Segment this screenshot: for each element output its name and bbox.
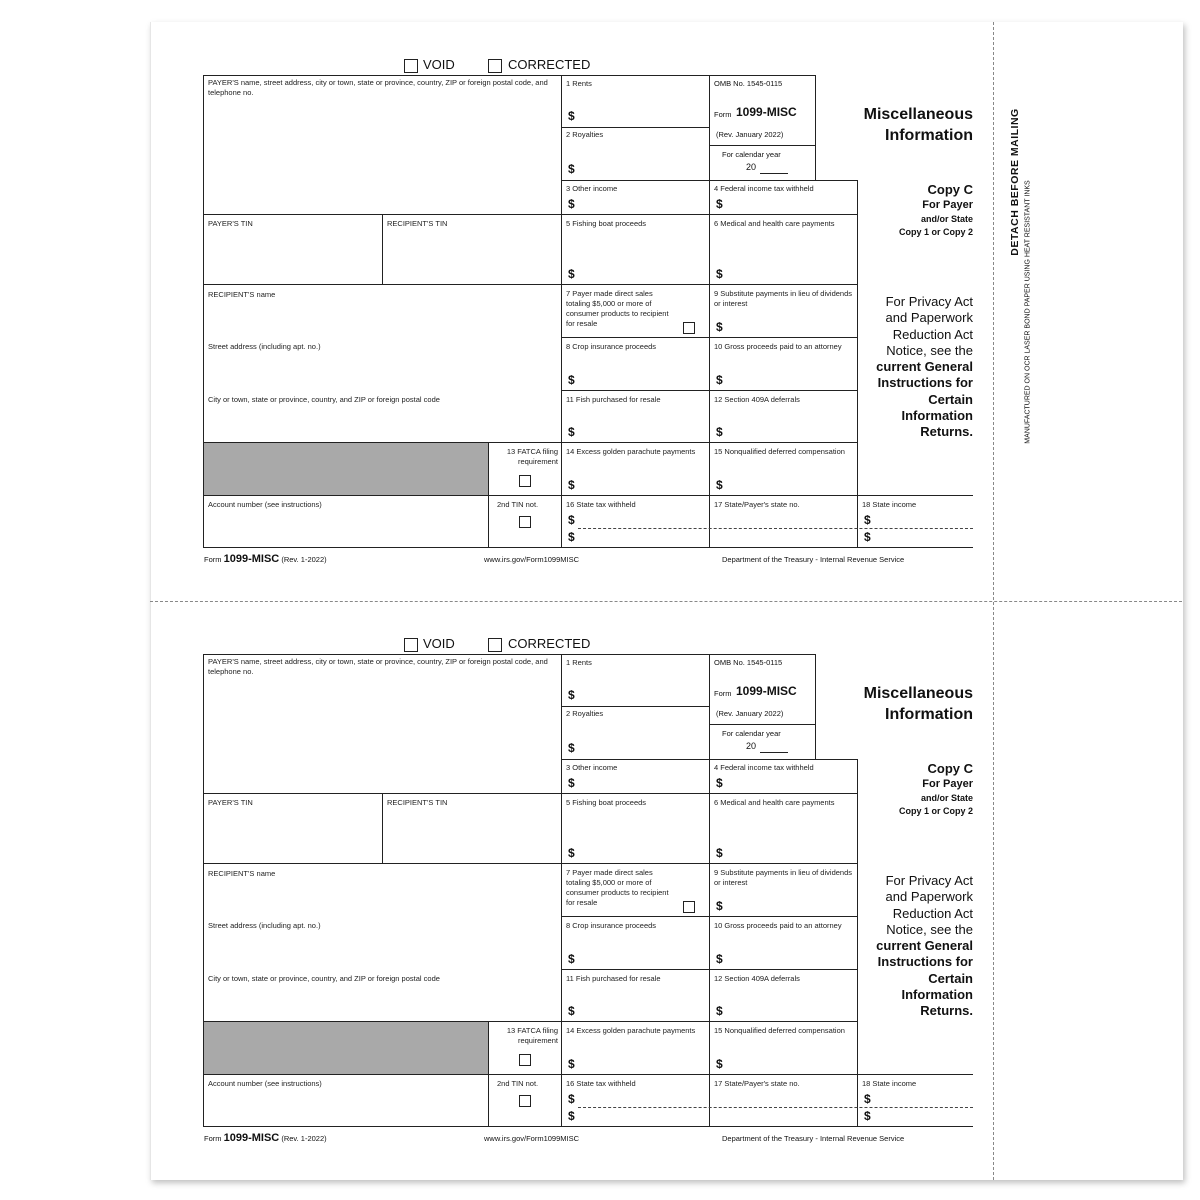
privacy-line: Certain <box>928 391 973 407</box>
rule <box>203 1126 973 1127</box>
fatca-checkbox[interactable] <box>519 475 531 487</box>
title-line1: Miscellaneous <box>863 106 973 123</box>
rule <box>815 75 816 181</box>
rule <box>561 390 857 391</box>
dollar-sign: $ <box>716 776 723 790</box>
year-prefix: 20 <box>746 741 757 751</box>
footer-form-number: 1099-MISC <box>223 1132 280 1144</box>
footer-form-number: 1099-MISC <box>223 553 280 565</box>
recipient-tin-label: RECIPIENT'S TIN <box>387 798 448 807</box>
dollar-sign: $ <box>568 688 575 702</box>
box11-label: 11 Fish purchased for resale <box>566 395 661 404</box>
dollar-sign: $ <box>716 197 723 211</box>
dollar-sign: $ <box>716 478 723 492</box>
dollar-sign: $ <box>716 952 723 966</box>
year-blank <box>760 173 788 174</box>
box10-label: 10 Gross proceeds paid to an attorney <box>714 342 842 351</box>
box7-label: 7 Payer made direct sales totaling $5,000 or more of consumer products to recipient for resale <box>566 868 669 907</box>
dollar-sign: $ <box>716 846 723 860</box>
rule <box>382 214 383 284</box>
fatca-checkbox[interactable] <box>519 1054 531 1066</box>
box5-label: 5 Fishing boat proceeds <box>566 798 647 807</box>
dollar-sign: $ <box>568 109 575 123</box>
copy-name: Copy C <box>927 182 973 197</box>
box8-label: 8 Crop insurance proceeds <box>566 342 657 351</box>
city-label: City or town, state or province, country, and ZIP or foreign postal code <box>208 974 440 983</box>
privacy-line: and Paperwork <box>885 889 973 905</box>
dollar-sign: $ <box>568 162 575 176</box>
dollar-sign: $ <box>568 952 575 966</box>
rule <box>561 759 857 760</box>
rule <box>709 724 815 725</box>
dollar-sign: $ <box>568 1057 575 1071</box>
manufactured-label: MANUFACTURED ON OCR LASER BOND PAPER USING HEAT RESISTANT INKS <box>1024 180 1032 444</box>
box4-label: 4 Federal income tax withheld <box>714 763 814 772</box>
second-tin-label: 2nd TIN not. <box>497 500 539 509</box>
omb-number: OMB No. 1545-0115 <box>714 79 783 88</box>
box6-label: 6 Medical and health care payments <box>714 798 835 807</box>
dollar-sign: $ <box>568 530 575 544</box>
box14-label: 14 Excess golden parachute payments <box>566 1026 696 1035</box>
box9-label: 9 Substitute payments in lieu of dividends or interest <box>714 289 852 308</box>
street-address-label: Street address (including apt. no.) <box>208 921 321 930</box>
payer-name-label: PAYER'S name, street address, city or town, state or province, country, ZIP or foreign postal code, and telephone no. <box>208 78 548 97</box>
copy-for-payer: For Payer <box>922 778 973 790</box>
box5-label: 5 Fishing boat proceeds <box>566 219 647 228</box>
rule <box>203 793 857 794</box>
dollar-sign: $ <box>716 373 723 387</box>
box13-label: 13 FATCA filing requirement <box>506 447 558 466</box>
payer-name-label: PAYER'S name, street address, city or town, state or province, country, ZIP or foreign postal code, and telephone no. <box>208 657 548 676</box>
rule <box>203 284 857 285</box>
dollar-sign: $ <box>568 197 575 211</box>
box12-label: 12 Section 409A deferrals <box>714 974 800 983</box>
title-line2: Information <box>885 706 973 723</box>
box13-label: 13 FATCA filing requirement <box>506 1026 558 1045</box>
box17-label: 17 State/Payer's state no. <box>714 500 800 509</box>
box15-label: 15 Nonqualified deferred compensation <box>714 1026 845 1035</box>
box7-checkbox[interactable] <box>683 901 695 913</box>
detach-label: DETACH BEFORE MAILING <box>1009 108 1021 256</box>
copy-name: Copy C <box>927 761 973 776</box>
copy-1-or-2: Copy 1 or Copy 2 <box>898 806 973 816</box>
footer-form <box>204 1132 327 1144</box>
rule <box>561 75 562 547</box>
corrected-checkbox[interactable] <box>488 638 502 652</box>
box3-label: 3 Other income <box>566 763 618 772</box>
form-number: 1099-MISC <box>736 684 797 698</box>
footer-department: Department of the Treasury - Internal Revenue Service <box>722 1134 905 1143</box>
copy-and-state: and/or State <box>920 793 973 803</box>
box7-checkbox[interactable] <box>683 322 695 334</box>
footer-form <box>204 553 327 565</box>
rule <box>561 654 562 1126</box>
box4-label: 4 Federal income tax withheld <box>714 184 814 193</box>
dollar-sign: $ <box>568 1092 575 1106</box>
copy-1-or-2: Copy 1 or Copy 2 <box>898 227 973 237</box>
rule <box>203 75 816 76</box>
box14-label: 14 Excess golden parachute payments <box>566 447 696 456</box>
dollar-sign: $ <box>568 425 575 439</box>
box3-label: 3 Other income <box>566 184 618 193</box>
second-tin-checkbox[interactable] <box>519 516 531 528</box>
dollar-sign: $ <box>716 425 723 439</box>
dollar-sign: $ <box>864 530 871 544</box>
copy-designation <box>862 181 973 239</box>
shaded-area <box>204 443 488 495</box>
copy-designation <box>862 760 973 818</box>
recipient-name-label: RECIPIENT'S name <box>208 869 276 878</box>
void-label: VOID <box>423 636 455 651</box>
dollar-sign: $ <box>568 478 575 492</box>
privacy-line: Instructions for <box>877 954 973 970</box>
footer-url[interactable]: www.irs.gov/Form1099MISC <box>484 555 580 564</box>
privacy-line: current General <box>876 359 973 375</box>
dollar-sign: $ <box>568 776 575 790</box>
privacy-notice <box>858 294 973 441</box>
title-line1: Miscellaneous <box>863 685 973 702</box>
dollar-sign: $ <box>864 1109 871 1123</box>
rule <box>203 214 857 215</box>
void-checkbox[interactable] <box>404 638 418 652</box>
dollar-sign: $ <box>568 373 575 387</box>
box9-label: 9 Substitute payments in lieu of dividends or interest <box>714 868 852 887</box>
privacy-notice <box>858 873 973 1020</box>
box8-label: 8 Crop insurance proceeds <box>566 921 657 930</box>
omb-number: OMB No. 1545-0115 <box>714 658 783 667</box>
privacy-line: Notice, see the <box>886 921 973 937</box>
privacy-line: Reduction Act <box>892 326 973 342</box>
rule <box>561 337 857 338</box>
box7-label: 7 Payer made direct sales totaling $5,000 or more of consumer products to recipient for resale <box>566 289 669 328</box>
dollar-sign: $ <box>864 513 871 527</box>
privacy-line: current General <box>876 938 973 954</box>
rule <box>203 495 973 496</box>
form-title <box>830 683 973 725</box>
rule <box>709 145 815 146</box>
payer-tin-label: PAYER'S TIN <box>208 798 253 807</box>
dollar-sign: $ <box>568 513 575 527</box>
box1-label: 1 Rents <box>566 658 592 667</box>
rule <box>203 1074 973 1075</box>
calendar-year-label: For calendar year <box>722 150 781 159</box>
dollar-sign: $ <box>568 846 575 860</box>
year-prefix: 20 <box>746 162 757 172</box>
second-tin-label: 2nd TIN not. <box>497 1079 539 1088</box>
rule <box>561 127 709 128</box>
form-copy-top <box>0 0 1200 580</box>
footer-revision: (Rev. 1-2022) <box>281 1134 327 1143</box>
footer-department: Department of the Treasury - Internal Revenue Service <box>722 555 905 564</box>
copy-for-payer: For Payer <box>922 199 973 211</box>
privacy-line: Information <box>901 987 973 1003</box>
rule <box>203 654 816 655</box>
privacy-line: Notice, see the <box>886 342 973 358</box>
rule <box>815 654 816 760</box>
title-line2: Information <box>885 127 973 144</box>
footer-form-word: Form <box>204 555 222 564</box>
footer-url[interactable]: www.irs.gov/Form1099MISC <box>484 1134 580 1143</box>
street-address-label: Street address (including apt. no.) <box>208 342 321 351</box>
rule <box>561 180 857 181</box>
void-checkbox[interactable] <box>404 59 418 73</box>
box10-label: 10 Gross proceeds paid to an attorney <box>714 921 842 930</box>
recipient-tin-label: RECIPIENT'S TIN <box>387 219 448 228</box>
rule <box>203 547 973 548</box>
dollar-sign: $ <box>568 741 575 755</box>
box15-label: 15 Nonqualified deferred compensation <box>714 447 845 456</box>
box16-label: 16 State tax withheld <box>566 1079 636 1088</box>
privacy-line: Reduction Act <box>892 905 973 921</box>
privacy-line: For Privacy Act <box>885 873 973 888</box>
rule <box>561 706 709 707</box>
copy-and-state: and/or State <box>920 214 973 224</box>
dollar-sign: $ <box>864 1092 871 1106</box>
box18-label: 18 State income <box>862 500 917 509</box>
box6-label: 6 Medical and health care payments <box>714 219 835 228</box>
form-word: Form <box>714 110 732 119</box>
form-number: 1099-MISC <box>736 105 797 119</box>
privacy-line: Instructions for <box>877 375 973 391</box>
rule <box>561 916 857 917</box>
box12-label: 12 Section 409A deferrals <box>714 395 800 404</box>
dollar-sign: $ <box>716 320 723 334</box>
footer-form-word: Form <box>204 1134 222 1143</box>
rule <box>561 969 857 970</box>
privacy-line: Returns. <box>920 424 973 440</box>
year-blank <box>760 752 788 753</box>
rule <box>382 793 383 863</box>
privacy-line: For Privacy Act <box>885 294 973 309</box>
box2-label: 2 Royalties <box>566 709 604 718</box>
state-divider <box>578 1107 973 1109</box>
shaded-area <box>204 1022 488 1074</box>
form-title <box>830 104 973 146</box>
privacy-line: Returns. <box>920 1003 973 1019</box>
account-number-label: Account number (see instructions) <box>208 500 322 509</box>
privacy-line: and Paperwork <box>885 310 973 326</box>
privacy-line: Certain <box>928 970 973 986</box>
void-label: VOID <box>423 57 455 72</box>
dollar-sign: $ <box>568 1109 575 1123</box>
footer-revision: (Rev. 1-2022) <box>281 555 327 564</box>
recipient-name-label: RECIPIENT'S name <box>208 290 276 299</box>
box11-label: 11 Fish purchased for resale <box>566 974 661 983</box>
form-revision: (Rev. January 2022) <box>716 130 784 139</box>
corrected-checkbox[interactable] <box>488 59 502 73</box>
payer-tin-label: PAYER'S TIN <box>208 219 253 228</box>
privacy-line: Information <box>901 408 973 424</box>
box2-label: 2 Royalties <box>566 130 604 139</box>
dollar-sign: $ <box>716 1057 723 1071</box>
dollar-sign: $ <box>568 1004 575 1018</box>
form-word: Form <box>714 689 732 698</box>
rule <box>203 863 857 864</box>
dollar-sign: $ <box>716 899 723 913</box>
account-number-label: Account number (see instructions) <box>208 1079 322 1088</box>
form-revision: (Rev. January 2022) <box>716 709 784 718</box>
form-copy-bottom <box>0 579 1200 1159</box>
dollar-sign: $ <box>716 1004 723 1018</box>
corrected-label: CORRECTED <box>508 57 591 72</box>
box1-label: 1 Rents <box>566 79 592 88</box>
box16-label: 16 State tax withheld <box>566 500 636 509</box>
dollar-sign: $ <box>568 267 575 281</box>
state-divider <box>578 528 973 530</box>
city-label: City or town, state or province, country, and ZIP or foreign postal code <box>208 395 440 404</box>
box18-label: 18 State income <box>862 1079 917 1088</box>
corrected-label: CORRECTED <box>508 636 591 651</box>
second-tin-checkbox[interactable] <box>519 1095 531 1107</box>
calendar-year-label: For calendar year <box>722 729 781 738</box>
box17-label: 17 State/Payer's state no. <box>714 1079 800 1088</box>
dollar-sign: $ <box>716 267 723 281</box>
